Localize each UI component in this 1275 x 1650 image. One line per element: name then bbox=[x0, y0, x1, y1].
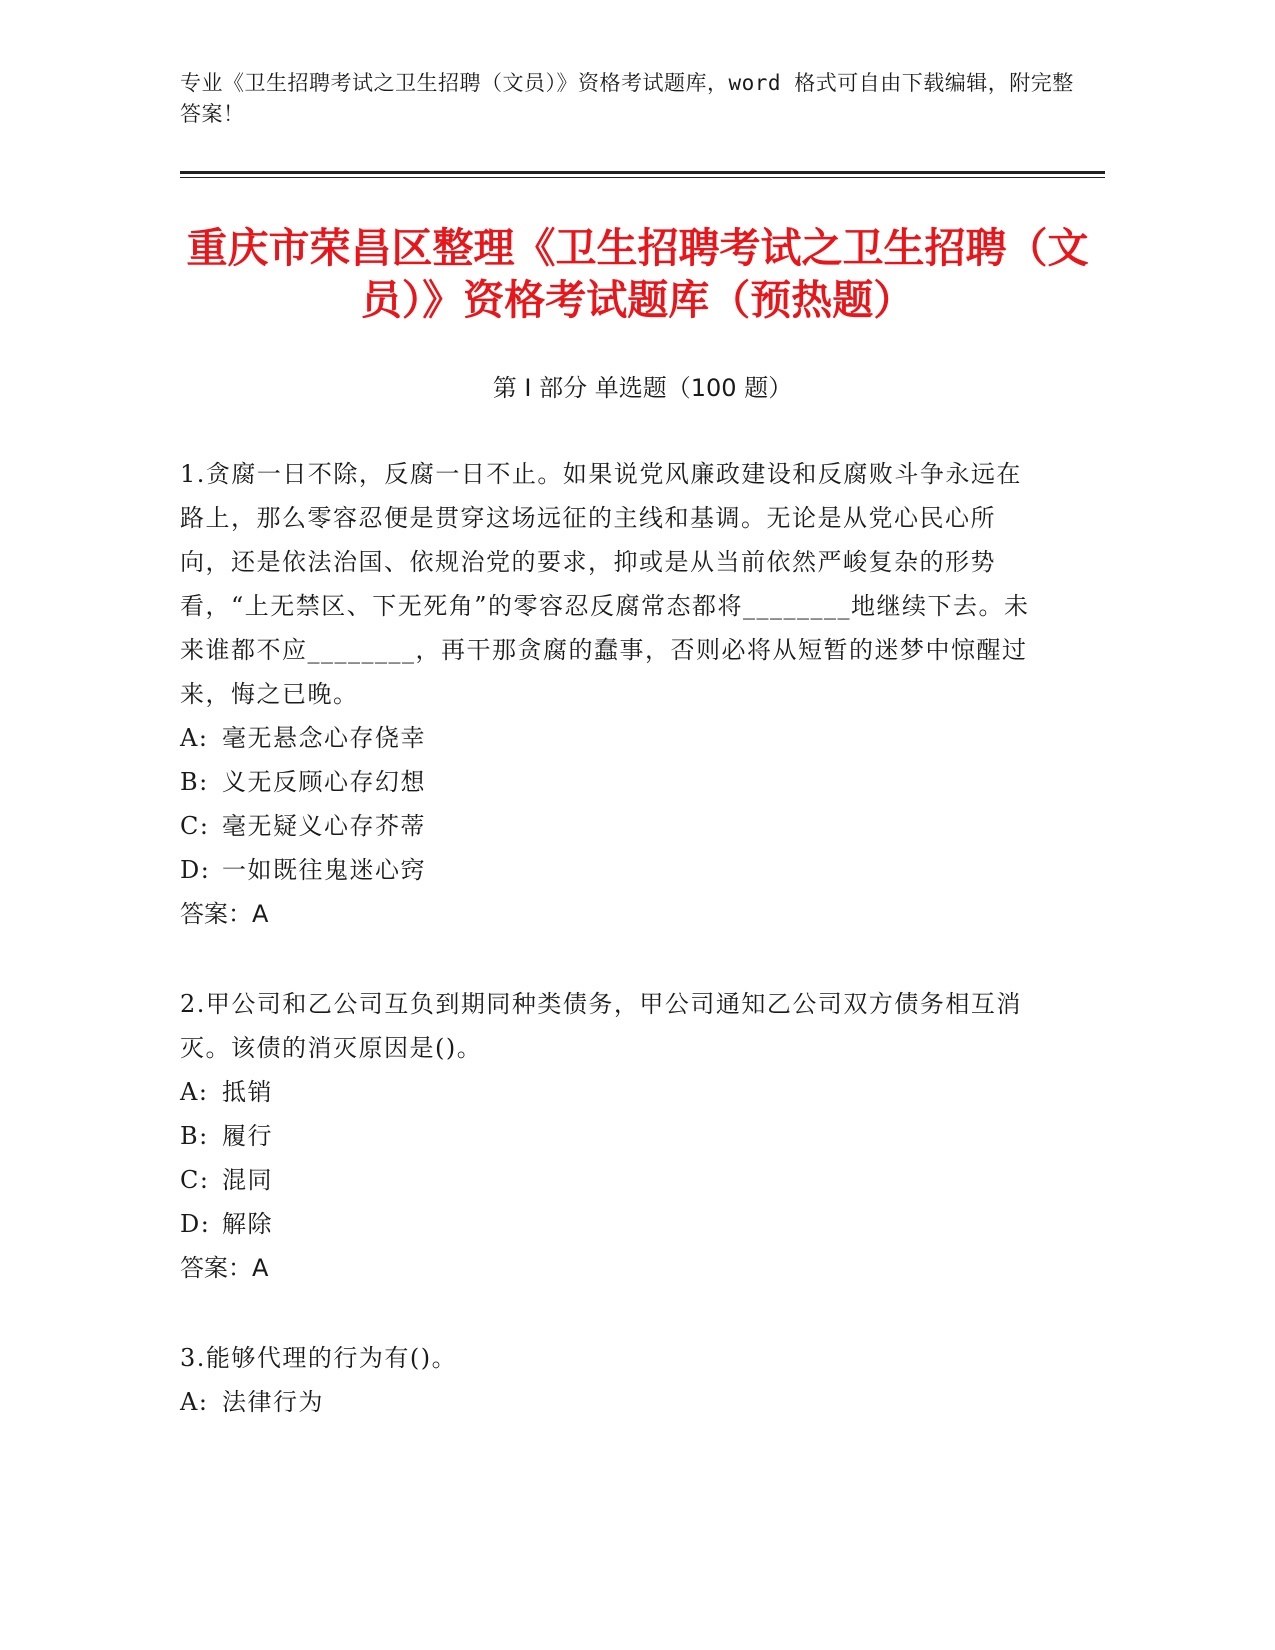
question-text: 1.贪腐一日不除，反腐一日不止。如果说党风廉政建设和反腐败斗争永远在路上，那么零容忍便是贯穿这场远征的主线和基调。无论是从党心民心所向，还是依法治国、依规治党的要求，抑或是从当前依然严峻复杂的形势看，“上无禁区、下无死角”的零容忍反腐常态都将________地继续下去。未来谁都不应________，再干那贪腐的蠢事，否则必将从短暂的迷梦中惊醒过来，悔之已晚。 bbox=[180, 460, 1030, 708]
option-a bbox=[180, 1070, 1030, 1114]
option-letter: A: bbox=[180, 724, 209, 752]
option-letter: A: bbox=[180, 1078, 209, 1106]
option-text: 毫无疑义心存芥蒂 bbox=[222, 812, 426, 840]
option-text: 履行 bbox=[222, 1122, 273, 1150]
option-text: 毫无悬念心存侥幸 bbox=[222, 724, 426, 752]
question-1 bbox=[180, 452, 1030, 936]
option-c bbox=[180, 804, 1030, 848]
question-2 bbox=[180, 982, 1030, 1290]
option-letter: D: bbox=[180, 856, 211, 884]
document-title: 重庆市荣昌区整理《卫生招聘考试之卫生招聘（文员）》资格考试题库（预热题） bbox=[186, 224, 1089, 324]
option-c bbox=[180, 1158, 1030, 1202]
answer: 答案：A bbox=[180, 900, 269, 928]
option-text: 解除 bbox=[222, 1210, 273, 1238]
question-text: 3.能够代理的行为有()。 bbox=[180, 1344, 458, 1372]
option-b bbox=[180, 760, 1030, 804]
option-b bbox=[180, 1114, 1030, 1158]
option-letter: C: bbox=[180, 1166, 210, 1194]
answer: 答案：A bbox=[180, 1254, 269, 1282]
option-text: 混同 bbox=[222, 1166, 273, 1194]
option-letter: B: bbox=[180, 768, 209, 796]
option-letter: B: bbox=[180, 1122, 209, 1150]
option-text: 法律行为 bbox=[222, 1388, 324, 1416]
question-list bbox=[180, 452, 1030, 1470]
option-a bbox=[180, 1380, 1030, 1424]
option-letter: D: bbox=[180, 1210, 211, 1238]
page-header: 专业《卫生招聘考试之卫生招聘（文员）》资格考试题库，word 格式可自由下载编辑，附完整答案！ bbox=[180, 71, 1074, 126]
option-text: 义无反顾心存幻想 bbox=[222, 768, 426, 796]
section-title: 第 I 部分 单选题（100 题） bbox=[492, 374, 793, 402]
option-text: 一如既往鬼迷心窍 bbox=[222, 856, 426, 884]
option-d bbox=[180, 1202, 1030, 1246]
option-letter: C: bbox=[180, 812, 210, 840]
question-text: 2.甲公司和乙公司互负到期同种类债务，甲公司通知乙公司双方债务相互消灭。该债的消灭原因是()。 bbox=[180, 990, 1022, 1062]
option-text: 抵销 bbox=[222, 1078, 273, 1106]
option-d bbox=[180, 848, 1030, 892]
header-rule-thin bbox=[180, 177, 1105, 178]
header-rule-thick bbox=[180, 171, 1105, 174]
option-letter: A: bbox=[180, 1388, 209, 1416]
option-a bbox=[180, 716, 1030, 760]
question-3 bbox=[180, 1336, 1030, 1424]
